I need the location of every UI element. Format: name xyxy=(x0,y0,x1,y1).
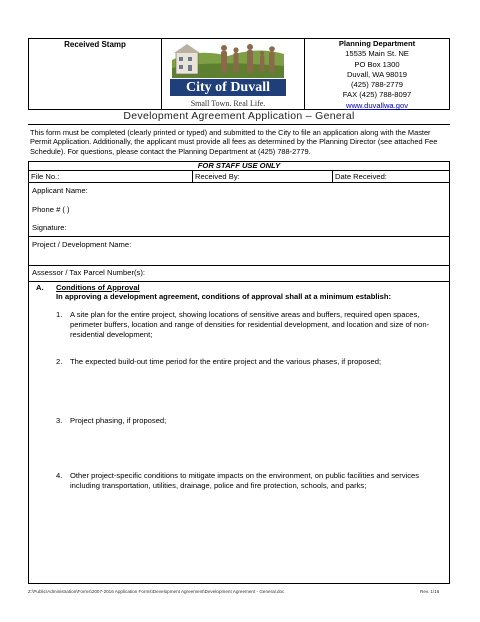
section-a-subtitle: In approving a development agreement, conditions of approval shall at a minimum establish: xyxy=(56,292,392,301)
address-street: 15535 Main St. NE xyxy=(345,49,409,59)
received-stamp-label: Received Stamp xyxy=(64,40,126,49)
section-a-title: Conditions of Approval xyxy=(56,283,140,292)
parcel-number-field[interactable]: Assessor / Tax Parcel Number(s): xyxy=(32,268,145,277)
section-a-letter: A. xyxy=(36,283,44,292)
staff-divider-1 xyxy=(192,171,193,183)
signature-field[interactable]: Signature: xyxy=(32,223,67,232)
department-name: Planning Department xyxy=(338,39,416,48)
intro-paragraph: This form must be completed (clearly printed or typed) and submitted to the City to file an application along with the Master Permit Application. Additionally, the applicant must provide all fees as determined by the Planning Director (see attached Fee Schedule). For questions, please contact the Planning Department at (425) 788-2779. xyxy=(30,128,438,156)
applicant-name-field[interactable]: Applicant Name: xyxy=(32,186,88,195)
item-number: 1. xyxy=(56,310,63,319)
divider-line xyxy=(28,236,450,237)
logo-text: City of Duvall xyxy=(186,80,270,95)
date-received-field[interactable]: Date Received: xyxy=(335,172,387,181)
footer-file-path: Z:\Public\Administration\Forms\2007-2016 Application Forms\Development Agreement\Development Agreement - General.doc xyxy=(28,589,285,594)
item-text: A site plan for the entire project, showing locations of sensitive areas and buffers, required open spaces, perimeter buffers, location and range of densities for residential development, and location and size of non-residential development; xyxy=(70,310,430,339)
divider-line xyxy=(28,265,450,266)
phone-field[interactable]: Phone # ( ) xyxy=(32,205,70,214)
fax-number: FAX (425) 788-8097 xyxy=(342,90,412,100)
footer-revision: Rev. 1/16 xyxy=(420,589,440,594)
website-link[interactable]: www.duvallwa.gov xyxy=(345,100,409,110)
logo-tagline: Small Town. Real Life. xyxy=(190,99,266,108)
received-by-field[interactable]: Received By: xyxy=(195,172,240,181)
address-city: Duvall, WA 98019 xyxy=(346,69,408,79)
phone-number: (425) 788-2779 xyxy=(351,80,403,90)
item-number: 3. xyxy=(56,416,63,425)
staff-use-heading: FOR STAFF USE ONLY xyxy=(28,161,450,171)
page-title: Development Agreement Application – General xyxy=(123,110,355,122)
item-number: 2. xyxy=(56,357,63,366)
file-no-field[interactable]: File No.: xyxy=(31,172,60,181)
address-po-box: PO Box 1300 xyxy=(354,59,400,69)
item-text: Project phasing, if proposed; xyxy=(70,416,167,425)
department-address xyxy=(304,39,450,111)
item-text: The expected build-out time period for the entire project and the various phases, if proposed; xyxy=(70,357,382,366)
item-number: 4. xyxy=(56,471,63,480)
item-text: Other project-specific conditions to mitigate impacts on the environment, on public facilities and services including transportation, utilities, drainage, police and fire protection, schools, and parks; xyxy=(70,471,420,490)
project-name-field[interactable]: Project / Development Name: xyxy=(32,240,132,249)
staff-divider-2 xyxy=(332,171,333,183)
divider-line xyxy=(28,281,450,282)
title-rule xyxy=(28,124,450,125)
